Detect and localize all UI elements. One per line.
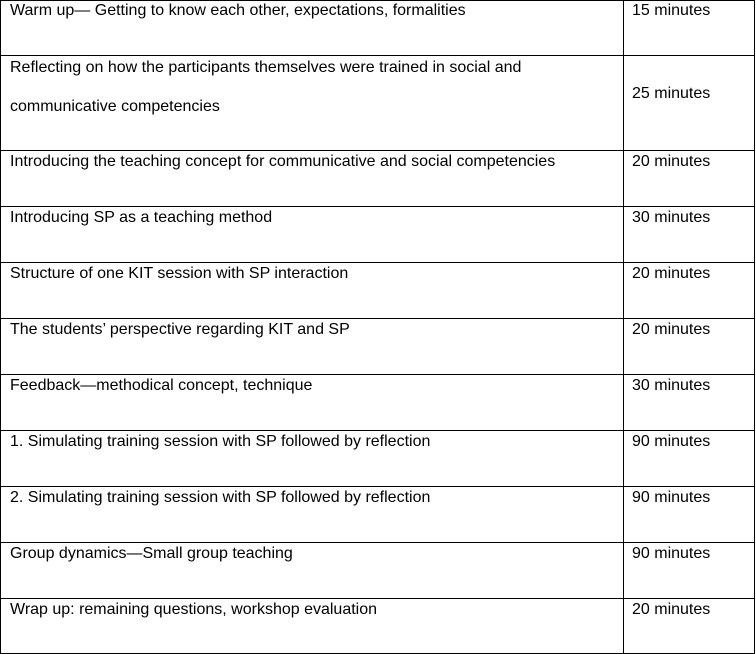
duration-cell [624, 543, 755, 599]
table-row [1, 543, 755, 599]
table-row [1, 487, 755, 543]
duration-cell [624, 431, 755, 487]
activity-cell [1, 56, 624, 151]
activity-cell [1, 599, 624, 654]
duration-text: 30 minutes [632, 209, 711, 226]
activity-text: 1. Simulating training session with SP followed by reflection [10, 433, 431, 450]
duration-text: 15 minutes [632, 2, 711, 19]
activity-cell [1, 431, 624, 487]
activity-cell [1, 319, 624, 375]
duration-text: 20 minutes [632, 321, 711, 338]
activity-cell [1, 487, 624, 543]
table-row [1, 151, 755, 207]
activity-cell [1, 375, 624, 431]
duration-cell [624, 319, 755, 375]
duration-text: 90 minutes [632, 433, 711, 450]
activity-text: Warm up— Getting to know each other, expectations, formalities [10, 2, 466, 19]
activity-text: The students’ perspective regarding KIT and SP [10, 321, 350, 338]
duration-cell [624, 263, 755, 319]
duration-cell [624, 1, 755, 56]
activity-cell [1, 151, 624, 207]
duration-cell [624, 207, 755, 263]
table-row [1, 319, 755, 375]
duration-cell [624, 151, 755, 207]
table-row [1, 207, 755, 263]
activity-cell [1, 207, 624, 263]
table-row [1, 56, 755, 151]
duration-text: 25 minutes [632, 84, 711, 102]
duration-text: 20 minutes [632, 265, 711, 282]
duration-cell [624, 56, 755, 151]
duration-cell [624, 487, 755, 543]
duration-text: 90 minutes [632, 545, 711, 562]
activity-text: Introducing SP as a teaching method [10, 209, 273, 226]
activity-cell [1, 543, 624, 599]
table-row [1, 375, 755, 431]
activity-text: Introducing the teaching concept for communicative and social competencies [10, 153, 556, 170]
activity-text: Reflecting on how the participants themselves were trained in social and communicative competencies [10, 59, 522, 115]
duration-text: 20 minutes [632, 601, 711, 618]
activity-text: 2. Simulating training session with SP followed by reflection [10, 489, 431, 506]
table-row [1, 431, 755, 487]
table-row [1, 599, 755, 654]
duration-text: 90 minutes [632, 489, 711, 506]
activity-text: Feedback—methodical concept, technique [10, 377, 313, 394]
activity-text: Wrap up: remaining questions, workshop evaluation [10, 601, 378, 618]
duration-cell [624, 375, 755, 431]
duration-text: 20 minutes [632, 153, 711, 170]
duration-cell [624, 599, 755, 654]
duration-text: 30 minutes [632, 377, 711, 394]
activity-text: Group dynamics—Small group teaching [10, 545, 293, 562]
activity-text: Structure of one KIT session with SP interaction [10, 265, 349, 282]
table-row [1, 263, 755, 319]
activity-cell [1, 263, 624, 319]
